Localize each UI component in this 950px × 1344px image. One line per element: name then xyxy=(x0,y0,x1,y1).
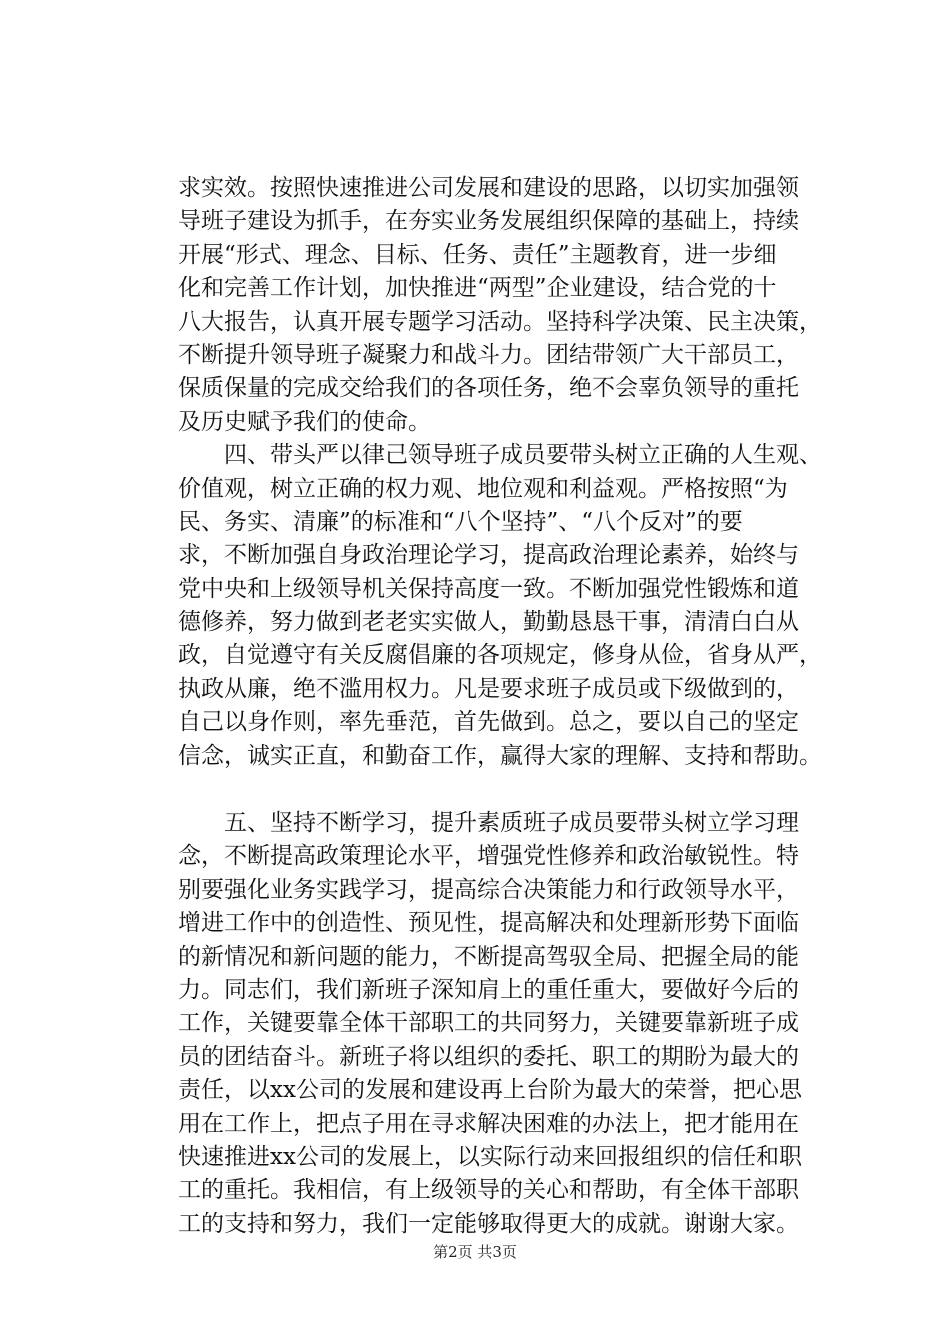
text-line: 保质保量的完成交给我们的各项任务，绝不会辜负领导的重托 xyxy=(178,375,799,402)
text-line: 力。同志们，我们新班子深知肩上的重任重大，要做好今后的 xyxy=(178,976,799,1003)
paragraph-block-1 xyxy=(178,172,822,773)
text-line: 工的支持和努力，我们一定能够取得更大的成就。谢谢大家。 xyxy=(178,1210,799,1237)
text-line: 增进工作中的创造性、预见性，提高解决和处理新形势下面临 xyxy=(178,910,799,937)
text-line: 工的重托。我相信，有上级领导的关心和帮助，有全体干部职 xyxy=(178,1177,799,1204)
text-line: 的新情况和新问题的能力，不断提高驾驭全局、把握全局的能 xyxy=(178,943,799,970)
paragraph-block-2 xyxy=(178,807,802,1241)
text-line: 开展“形式、理念、目标、任务、责任”主题教育，进一步细 xyxy=(178,241,777,268)
text-line: 五、坚持不断学习，提升素质班子成员要带头树立学习理 xyxy=(178,810,799,837)
text-line: 导班子建设为抓手，在夯实业务发展组织保障的基础上，持续 xyxy=(178,208,799,235)
text-line: 工作，关键要靠全体干部职工的共同努力，关键要靠新班子成 xyxy=(178,1010,799,1037)
text-line: 求，不断加强自身政治理论学习，提高政治理论素养，始终与 xyxy=(178,542,799,569)
text-line: 念，不断提高政策理论水平，增强党性修养和政治敏锐性。特 xyxy=(178,843,799,870)
text-line: 价值观，树立正确的权力观、地位观和利益观。严格按照“为 xyxy=(178,475,788,502)
text-line: 八大报告，认真开展专题学习活动。坚持科学决策、民主决策， xyxy=(178,308,822,335)
text-line: 党中央和上级领导机关保持高度一致。不断加强党性锻炼和道 xyxy=(178,575,799,602)
text-line: 化和完善工作计划，加快推进“两型”企业建设，结合党的十 xyxy=(178,275,777,302)
text-line: 别要强化业务实践学习，提高综合决策能力和行政领导水平， xyxy=(178,876,799,903)
text-line: 及历史赋予我们的使命。 xyxy=(178,408,431,435)
document-body xyxy=(178,172,822,1241)
text-line: 四、带头严以律己领导班子成员要带头树立正确的人生观、 xyxy=(178,442,822,469)
text-line: 政，自觉遵守有关反腐倡廉的各项规定，修身从俭，省身从严， xyxy=(178,642,822,669)
text-line: 执政从廉，绝不滥用权力。凡是要求班子成员或下级做到的， xyxy=(178,675,799,702)
text-line: 用在工作上，把点子用在寻求解决困难的办法上，把才能用在 xyxy=(178,1110,799,1137)
text-line: 德修养，努力做到老老实实做人，勤勤恳恳干事，清清白白从 xyxy=(178,609,799,636)
text-line: 信念，诚实正直，和勤奋工作，赢得大家的理解、支持和帮助。 xyxy=(178,742,822,769)
text-line: 民、务实、清廉”的标准和“八个坚持”、“八个反对”的要 xyxy=(178,508,743,535)
text-line: 员的团结奋斗。新班子将以组织的委托、职工的期盼为最大的 xyxy=(178,1043,799,1070)
paragraph-spacer xyxy=(178,773,778,807)
text-line: 求实效。按照快速推进公司发展和建设的思路，以切实加强领 xyxy=(178,175,799,201)
page-number-footer: 第2页 共3页 xyxy=(433,1243,517,1261)
text-line: 不断提升领导班子凝聚力和战斗力。团结带领广大干部员工， xyxy=(178,341,799,368)
text-line: 责任，以xx公司的发展和建设再上台阶为最大的荣誉，把心思 xyxy=(178,1077,802,1104)
text-line: 自己以身作则，率先垂范，首先做到。总之，要以自己的坚定 xyxy=(178,709,799,736)
text-line: 快速推进xx公司的发展上，以实际行动来回报组织的信任和职 xyxy=(178,1143,802,1170)
